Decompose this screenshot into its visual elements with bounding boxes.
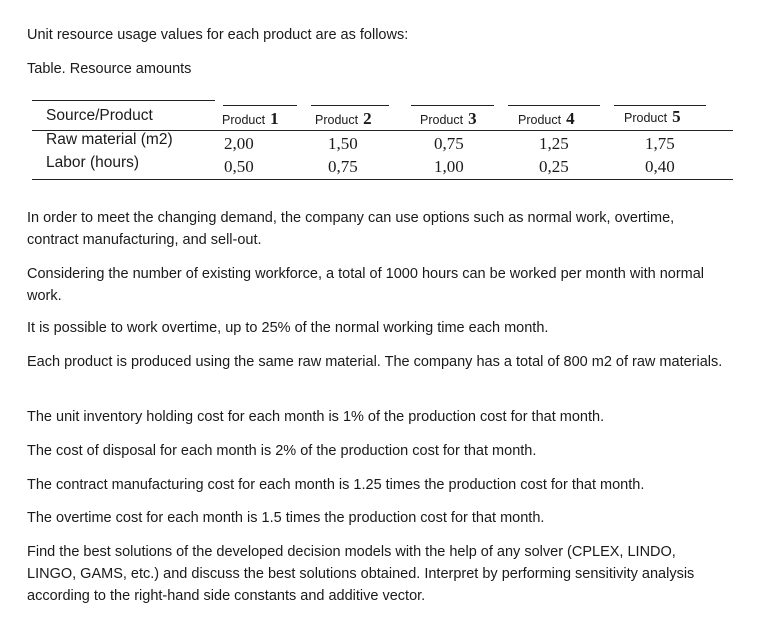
- table-cell: 1,25: [539, 134, 569, 153]
- row-label-raw-material: Raw material (m2): [46, 131, 173, 148]
- column-header-number: 3: [468, 109, 477, 128]
- paragraph-disposal-cost: The cost of disposal for each month is 2% of the production cost for that month.: [27, 443, 537, 459]
- table-top-rule-segment: [311, 105, 389, 106]
- table-top-rule-segment: [223, 105, 297, 106]
- column-header-number: 4: [566, 109, 575, 128]
- table-cell: 0,25: [539, 157, 569, 176]
- table-bottom-rule: [32, 179, 733, 180]
- column-header-label: Product: [624, 111, 668, 125]
- table-top-rule-segment: [508, 105, 600, 106]
- table-top-rule: [32, 100, 215, 101]
- column-header-label: Product: [518, 113, 562, 127]
- column-header-number: 1: [270, 109, 279, 128]
- table-cell: 0,50: [224, 157, 254, 176]
- paragraph-overtime-cost: The overtime cost for each month is 1.5 times the production cost for that month.: [27, 510, 545, 526]
- paragraph-overtime-limit: It is possible to work overtime, up to 25% of the normal working time each month.: [27, 320, 549, 336]
- resource-table: [32, 100, 733, 182]
- table-cell: 0,40: [645, 157, 675, 176]
- table-cell: 1,50: [328, 134, 358, 153]
- paragraph-inventory-cost: The unit inventory holding cost for each month is 1% of the production cost for that month.: [27, 409, 605, 425]
- column-header-product-3: [420, 109, 477, 129]
- row-label-labor: Labor (hours): [46, 154, 140, 171]
- column-header-number: 2: [363, 109, 372, 128]
- paragraph-contract-cost: The contract manufacturing cost for each month is 1.25 times the production cost for that month.: [27, 477, 645, 493]
- column-header-product-2: [315, 109, 372, 129]
- column-header-product-5: [624, 107, 681, 127]
- column-header-label: Product: [315, 113, 359, 127]
- table-top-rule-segment: [411, 105, 494, 106]
- table-cell: 0,75: [328, 157, 358, 176]
- table-caption: Table. Resource amounts: [27, 61, 192, 77]
- paragraph-raw-material: Each product is produced using the same raw material. The company has a total of 800 m2 of raw materials.: [27, 354, 723, 370]
- table-top-rule-segment: [614, 105, 706, 106]
- paragraph-normal-work: Considering the number of existing workforce, a total of 1000 hours can be worked per month with normal work.: [27, 266, 705, 304]
- table-corner-header: Source/Product: [46, 107, 153, 124]
- paragraph-task: Find the best solutions of the developed decision models with the help of any solver (CPLEX, LINDO, LINGO, GAMS, etc.) and discuss the best solutions obtained. Interpret by performing sensitivity analysis according to the right-hand side constants and additive vector.: [27, 544, 695, 604]
- table-cell: 2,00: [224, 134, 254, 153]
- column-header-number: 5: [672, 107, 681, 126]
- column-header-label: Product: [222, 113, 266, 127]
- column-header-product-4: [518, 109, 575, 129]
- column-header-label: Product: [420, 113, 464, 127]
- table-cell: 1,00: [434, 157, 464, 176]
- table-cell: 0,75: [434, 134, 464, 153]
- column-header-product-1: [222, 109, 279, 129]
- table-cell: 1,75: [645, 134, 675, 153]
- intro-text: Unit resource usage values for each product are as follows:: [27, 27, 409, 43]
- paragraph-demand-options: In order to meet the changing demand, the company can use options such as normal work, overtime, contract manufacturing, and sell-out.: [27, 210, 675, 248]
